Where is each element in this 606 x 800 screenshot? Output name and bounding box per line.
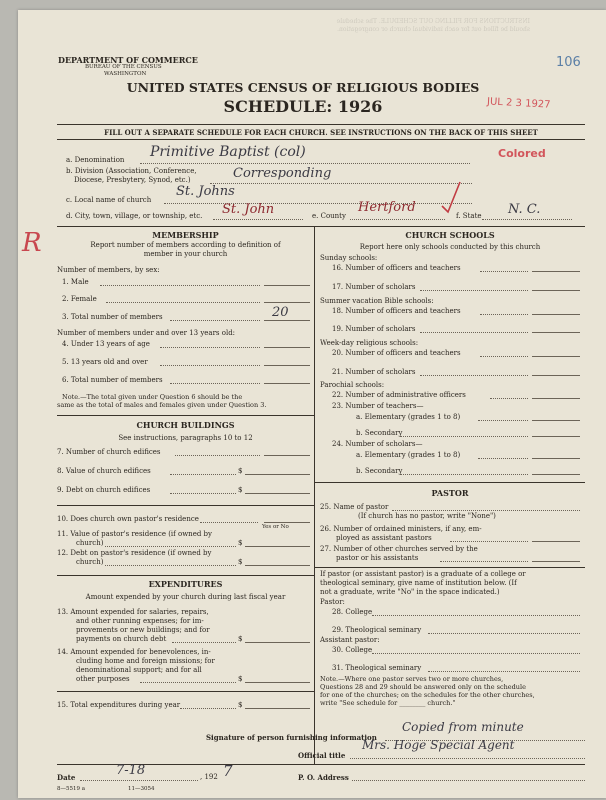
q14-line-2: cluding home and foreign missions; for	[76, 657, 215, 665]
q29-seminary: 29. Theological seminary	[332, 626, 422, 634]
membership-note-2: same as the total of males and females given under Question 3.	[57, 401, 267, 409]
membership-sub-1: Report number of members according to definition of	[90, 241, 281, 249]
q9-edifice-debt: 9. Debt on church edifices	[57, 486, 151, 494]
q25-pastor-name: 25. Name of pastor	[320, 503, 389, 511]
q30-college: 30. College	[332, 646, 373, 654]
signature-value: Copied from minute	[402, 720, 524, 734]
form-code: 8—5519 a	[57, 786, 86, 792]
q27-line-1: 27. Number of other churches served by the	[320, 545, 478, 553]
q1-male: 1. Male	[62, 278, 89, 286]
department-title: DEPARTMENT OF COMMERCE	[58, 55, 198, 65]
pastor-note-4: write "See schedule for ________ church."	[320, 699, 456, 707]
q31-seminary: 31. Theological seminary	[332, 664, 422, 672]
dollar-sign: $	[238, 675, 243, 683]
buildings-sub: See instructions, paragraphs 10 to 12	[118, 434, 253, 442]
print-code: 11—3054	[128, 786, 155, 792]
q13-line-1: 13. Amount expended for salaries, repairs,	[57, 608, 209, 616]
q15-total-expenditures: 15. Total expenditures during year	[57, 701, 181, 709]
q23: 23. Number of teachers—	[332, 402, 424, 410]
sunday-schools-label: Sunday schools:	[320, 254, 378, 262]
schools-sub: Report here only schools conducted by this church	[359, 243, 541, 251]
pastor-sub-label: Pastor:	[320, 598, 345, 606]
q26-line-1: 26. Number of ordained ministers, if any, em-	[320, 525, 482, 533]
q14-line-1: 14. Amount expended for benevolences, in-	[57, 648, 211, 656]
summer-schools-label: Summer vacation Bible schools:	[320, 297, 434, 305]
q3-total: 3. Total number of members	[62, 313, 163, 321]
local-name-value: St. Johns	[176, 184, 235, 199]
q2-female: 2. Female	[62, 295, 97, 303]
membership-heading: MEMBERSHIP	[152, 230, 219, 240]
dollar-sign: $	[238, 467, 243, 475]
q18: 18. Number of officers and teachers	[332, 307, 461, 315]
q4-under-13: 4. Under 13 years of age	[62, 340, 150, 348]
q19: 19. Number of scholars	[332, 325, 416, 333]
denomination-label: a. Denomination	[66, 156, 125, 164]
q13-line-4: payments on church debt	[76, 635, 167, 643]
official-title-value: Mrs. Hoge Special Agent	[362, 738, 515, 752]
q24a: a. Elementary (grades 1 to 8)	[356, 451, 461, 459]
q14-line-3: denominational support; and for all	[76, 666, 202, 674]
yes-or-no-hint: Yes or No	[262, 524, 289, 530]
q6-total: 6. Total number of members	[62, 376, 163, 384]
assistant-pastor-label: Assistant pastor:	[320, 636, 380, 644]
local-name-label: c. Local name of church	[66, 196, 152, 204]
state-value: N. C.	[508, 202, 541, 217]
q24b: b. Secondary	[356, 467, 403, 475]
parochial-schools-label: Parochial schools:	[320, 381, 385, 389]
age-label: Number of members under and over 13 years old:	[57, 329, 236, 337]
members-by-sex-label: Number of members, by sex:	[57, 266, 160, 274]
q23b: b. Secondary	[356, 429, 403, 437]
dollar-sign: $	[238, 558, 243, 566]
q16: 16. Number of officers and teachers	[332, 264, 461, 272]
graduate-note-2: theological seminary, give name of institution below. (If	[320, 579, 517, 587]
q26-line-2: ployed as assistant pastors	[336, 534, 432, 542]
q5-13-over: 5. 13 years old and over	[62, 358, 148, 366]
schedule-title: SCHEDULE: 1926	[223, 97, 383, 116]
po-address-label: P. O. Address	[298, 773, 349, 782]
pastor-note-1: Note.—Where one pastor serves two or more churches,	[320, 675, 504, 683]
red-check-mark	[440, 180, 464, 214]
q28-college: 28. College	[332, 608, 373, 616]
buildings-heading: CHURCH BUILDINGS	[136, 420, 235, 430]
q21: 21. Number of scholars	[332, 368, 416, 376]
q22: 22. Number of administrative officers	[332, 391, 466, 399]
expenditures-sub: Amount expended by your church during last fiscal year	[85, 593, 286, 601]
date-value: 7-18	[116, 763, 146, 778]
division-label-1: b. Division (Association, Conference,	[66, 167, 197, 175]
q13-line-2: and other running expenses; for im-	[76, 617, 204, 625]
graduate-note-1: If pastor (or assistant pastor) is a graduate of a college or	[320, 570, 526, 578]
city-value: St. John	[222, 202, 275, 217]
q12-residence-debt-1: 12. Debt on pastor's residence (if owned by	[57, 549, 212, 557]
dollar-sign: $	[238, 539, 243, 547]
q11-residence-value-2: church)	[76, 539, 104, 547]
schools-heading: CHURCH SCHOOLS	[405, 230, 495, 240]
official-title-label: Official title	[298, 751, 346, 760]
dollar-sign: $	[238, 701, 243, 709]
q11-residence-value-1: 11. Value of pastor's residence (if owned by	[57, 530, 212, 538]
q27-line-2: pastor or his assistants	[336, 554, 419, 562]
q25-hint: (If church has no pastor, write "None")	[358, 512, 496, 520]
q13-line-3: provements or new buildings; and for	[76, 626, 210, 634]
weekday-schools-label: Week-day religious schools:	[320, 339, 419, 347]
q20: 20. Number of officers and teachers	[332, 349, 461, 357]
bleed-through-text: INSTRUCTIONS FOR FILLING OUT SCHEDULE. The schedule should be filled out for each individual church or congregation.	[336, 18, 530, 33]
q24: 24. Number of scholars—	[332, 440, 423, 448]
q8-edifice-value: 8. Value of church edifices	[57, 467, 151, 475]
denomination-value: Primitive Baptist (col)	[150, 144, 306, 160]
signature-label: Signature of person furnishing information	[206, 733, 377, 742]
dollar-sign: $	[238, 486, 243, 494]
q10-owns-residence: 10. Does church own pastor's residence	[57, 515, 199, 523]
q3-total-value: 20	[272, 305, 289, 320]
division-value: Corresponding	[233, 166, 332, 181]
expenditures-heading: EXPENDITURES	[148, 579, 223, 589]
county-label: e. County	[312, 212, 346, 220]
year-digit: 7	[223, 762, 233, 780]
form-number: 106	[556, 55, 581, 70]
state-label: f. State	[456, 212, 482, 220]
date-received-stamp: JUL 2 3 1927	[486, 96, 551, 111]
division-label-2: Diocese, Presbytery, Synod, etc.)	[74, 176, 191, 184]
q17: 17. Number of scholars	[332, 283, 416, 291]
dollar-sign: $	[238, 635, 243, 643]
city-label: d. City, town, village, or township, etc.	[66, 212, 203, 220]
q14-line-4: other purposes	[76, 675, 130, 683]
date-label: Date	[57, 773, 76, 782]
year-prefix: , 192	[200, 773, 218, 781]
q23a: a. Elementary (grades 1 to 8)	[356, 413, 461, 421]
pastor-note-2: Questions 28 and 29 should be answered only on the schedule	[320, 683, 526, 691]
membership-note-1: Note.—The total given under Question 6 should be the	[62, 393, 243, 401]
q7-edifices: 7. Number of church edifices	[57, 448, 161, 456]
city-title: WASHINGTON	[104, 71, 147, 77]
bureau-title: BUREAU OF THE CENSUS	[85, 64, 162, 70]
instruction-banner: FILL OUT A SEPARATE SCHEDULE FOR EACH CHURCH. SEE INSTRUCTIONS ON THE BACK OF THIS SHEET	[104, 128, 538, 137]
pastor-heading: PASTOR	[431, 488, 469, 498]
form-title: UNITED STATES CENSUS OF RELIGIOUS BODIES	[126, 80, 480, 95]
margin-red-mark: R	[22, 228, 42, 258]
graduate-note-3: not a graduate, write "No" in the space indicated.)	[320, 588, 500, 596]
colored-stamp: Colored	[498, 147, 546, 160]
county-value: Hertford	[358, 200, 416, 215]
pastor-note-3: for one of the churches; on the schedules for the other churches,	[320, 691, 535, 699]
q12-residence-debt-2: church)	[76, 558, 104, 566]
membership-sub-2: member in your church	[143, 250, 228, 258]
